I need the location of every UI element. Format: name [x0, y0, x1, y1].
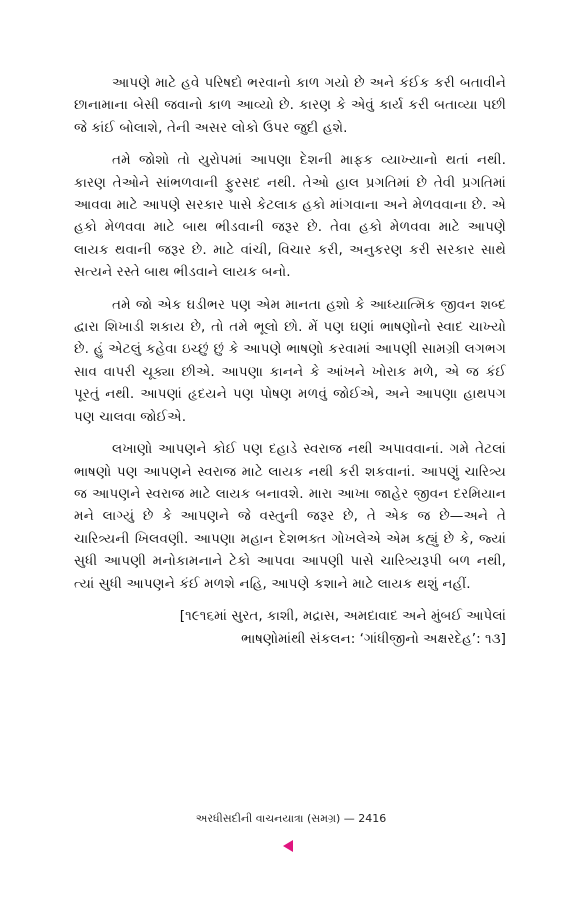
paragraph-4: લખાણો આપણને કોઈ પણ દહાડે સ્વરાજ નથી અપાવવાનાં. ગમે તેટલાં ભાષણો પણ આપણને સ્વરાજ માટે લાયક નથી કરી શકવાનાં. આપણું ચારિત્ર્ય જ આપણને સ્વરાજ માટે લાયક બનાવશે. મારા આખા જાહેર જીવન દરમિયાન મને લાગ્યું છે કે આપણને જે વસ્તુની જરૂર છે, તે એક જ છે—અને તે ચારિત્ર્યની ખિલવણી. આપણા મહાન દેશભક્ત ગોખલેએ એમ કહ્યું છે કે, જ્યાં સુધી આપણી મનોકામનાને ટેકો આપવા આપણી પાસે ચારિત્ર્યરૂપી બળ નથી, ત્યાં સુધી આપણને કંઈ મળશે નહિ, આપણે કશાને માટે લાયક થશું નહીં.: [74, 441, 506, 592]
citation-line-2: ભાષણોમાંથી સંકલન: ‘ગાંધીજીનો અક્ષરદેહ’: ૧૩]: [241, 630, 506, 647]
paragraph-1: આપણે માટે હવે પરિષદો ભરવાનો કાળ ગયો છે અને કંઈક કરી બતાવીને છાનામાના બેસી જવાનો કાળ આવ્યો છે. કારણ કે એવું કાર્ય કરી બતાવ્યા પછી જે કાંઈ બોલાશે, તેની અસર લોકો ઉપર જુદી હશે.: [74, 75, 506, 136]
paragraph-2: તમે જોશો તો યુરોપમાં આપણા દેશની માફક વ્યાખ્યાનો થતાં નથી. કારણ તેઓને સાંભળવાની ફુરસદ નથી. તેઓ હાલ પ્રગતિમાં છે તેવી પ્રગતિમાં આવવા માટે આપણે સરકાર પાસે કેટલાક હકો માંગવાના અને મેળવવાના છે. એ હકો મેળવવા માટે બાથ ભીડવાની જરૂર છે. તેવા હકો મેળવવા માટે આપણે લાયક થવાની જરૂર છે. માટે વાંચી, વિચાર કરી, અનુકરણ કરી સરકાર સાથે સત્યને રસ્તે બાથ ભીડવાને લાયક બનો.: [74, 152, 506, 281]
previous-page-arrow-icon[interactable]: [283, 840, 293, 852]
page-body: [74, 72, 506, 651]
page-footer: અરધીસદીની વાચનયાત્રા (સમગ્ર) — 2416: [195, 812, 387, 825]
paragraph-3: તમે જો એક ઘડીભર પણ એમ માનતા હશો કે આધ્યાત્મિક જીવન શબ્દ દ્વારા શિખાડી શકાય છે, તો તમે ભૂલો છો. મેં પણ ઘણાં ભાષણોનો સ્વાદ ચાખ્યો છે. હું એટલું કહેવા ઇચ્છું છું કે આપણે ભાષણો કરવામાં આપણી સામગ્રી લગભગ સાવ વાપરી ચૂક્યા છીએ. આપણા કાનને કે આંખને ખોરાક મળે, એ જ કંઈ પૂરતું નથી. આપણાં હૃદયને પણ પોષણ મળવું જોઈએ, અને આપણા હાથપગ પણ ચાલવા જોઈએ.: [74, 296, 506, 425]
citation-line-1: [૧૯૧૬માં સુરત, કાશી, મદ્રાસ, અમદાવાદ અને મુંબઈ આપેલાં: [179, 607, 506, 624]
source-citation: [74, 605, 506, 651]
